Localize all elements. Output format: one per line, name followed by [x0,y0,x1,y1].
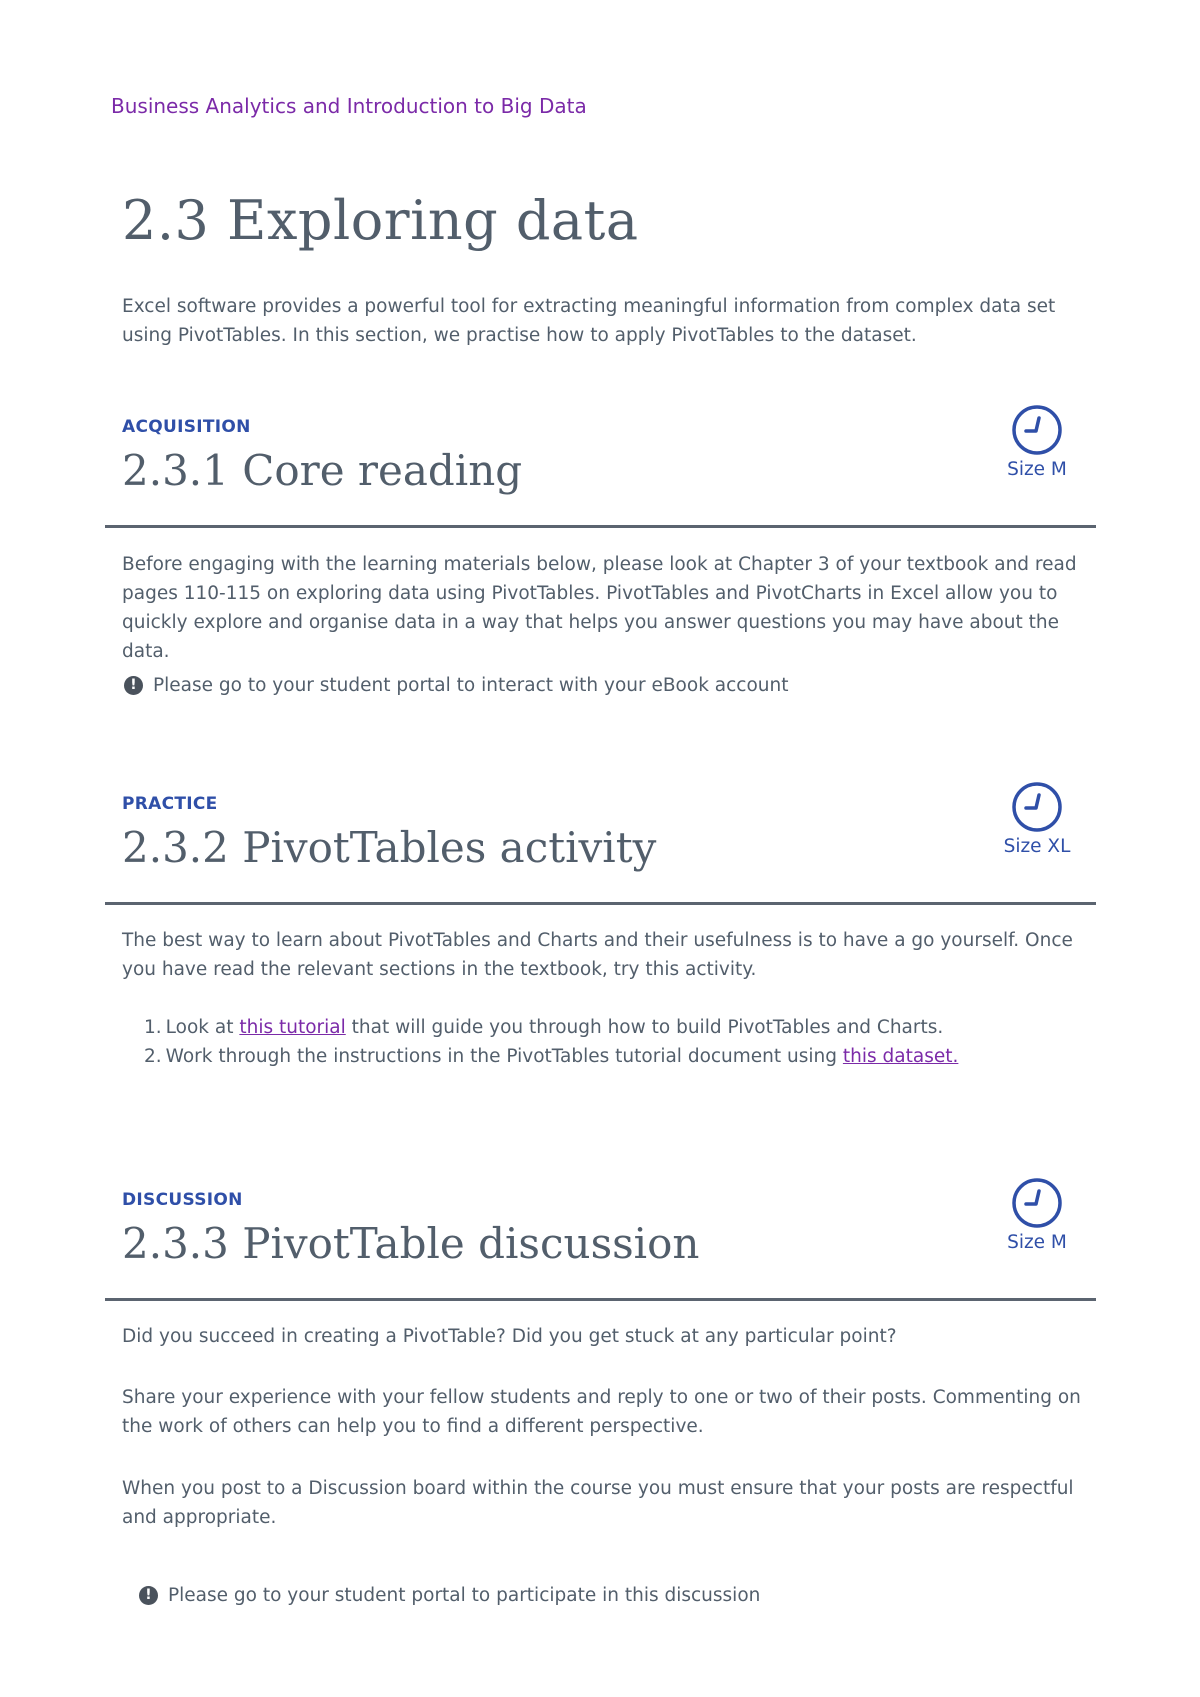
discussion-paragraph: When you post to a Discussion board within the course you must ensure that your posts are respectful and appropriate. [122,1478,1074,1528]
course-title: Business Analytics and Introduction to Big Data [111,94,587,118]
discussion-paragraph: Did you succeed in creating a PivotTable? Did you get stuck at any particular point? [122,1326,897,1347]
section-divider [105,1298,1096,1301]
section-tag: ACQUISITION [122,417,251,437]
step-text: that will guide you through how to build PivotTables and Charts. [345,1017,944,1038]
duration-indicator [992,1177,1082,1253]
clock-icon [1011,404,1063,456]
clock-icon [1011,781,1063,833]
discussion-paragraph: Share your experience with your fellow students and reply to one or two of their posts. Commenting on the work of others can help you to find a different perspective. [122,1387,1081,1437]
step-text: Look at [165,1017,240,1038]
section-divider [105,525,1096,528]
tutorial-link[interactable]: this tutorial [239,1017,346,1038]
section-heading: 2.3.2 PivotTables activity [122,823,657,872]
ebook-notice [124,671,789,700]
section-tag: DISCUSSION [122,1190,243,1210]
step-text: Work through the instructions in the PivotTables tutorial document using [165,1046,843,1067]
list-item [122,1013,958,1042]
list-item [122,1042,958,1071]
page-title: 2.3 Exploring data [122,189,639,252]
size-label: Size M [1007,1232,1067,1253]
intro-paragraph: Excel software provides a powerful tool for extracting meaningful information from complex data set using PivotTables. In this section, we practise how to apply PivotTables to the dataset. [122,296,1056,346]
core-reading-paragraph: Before engaging with the learning materials below, please look at Chapter 3 of your textbook and read pages 110-115 on exploring data using PivotTables. PivotTables and PivotCharts in Excel allow you to quickly explore and organise data in a way that helps you answer questions you may have about the data. [122,554,1077,662]
alert-icon: ! [124,676,143,695]
step-number: 1. [144,1017,162,1038]
clock-icon [1011,1177,1063,1229]
step-number: 2. [144,1046,162,1067]
section-divider [105,902,1096,905]
section-heading: 2.3.1 Core reading [122,446,523,495]
size-label: Size XL [1003,836,1071,857]
dataset-link[interactable]: this dataset. [842,1046,959,1067]
duration-indicator [992,404,1082,480]
duration-indicator [992,781,1082,857]
size-label: Size M [1007,459,1067,480]
notice-text: Please go to your student portal to participate in this discussion [168,1585,761,1606]
notice-text: Please go to your student portal to interact with your eBook account [153,675,789,696]
section-heading: 2.3.3 PivotTable discussion [122,1219,700,1268]
section-tag: PRACTICE [122,794,218,814]
alert-icon: ! [139,1586,158,1605]
discussion-notice [139,1581,760,1610]
activity-paragraph: The best way to learn about PivotTables and Charts and their usefulness is to have a go yourself. Once you have read the relevant sections in the textbook, try this activity. [122,930,1073,980]
activity-steps [122,1013,958,1071]
